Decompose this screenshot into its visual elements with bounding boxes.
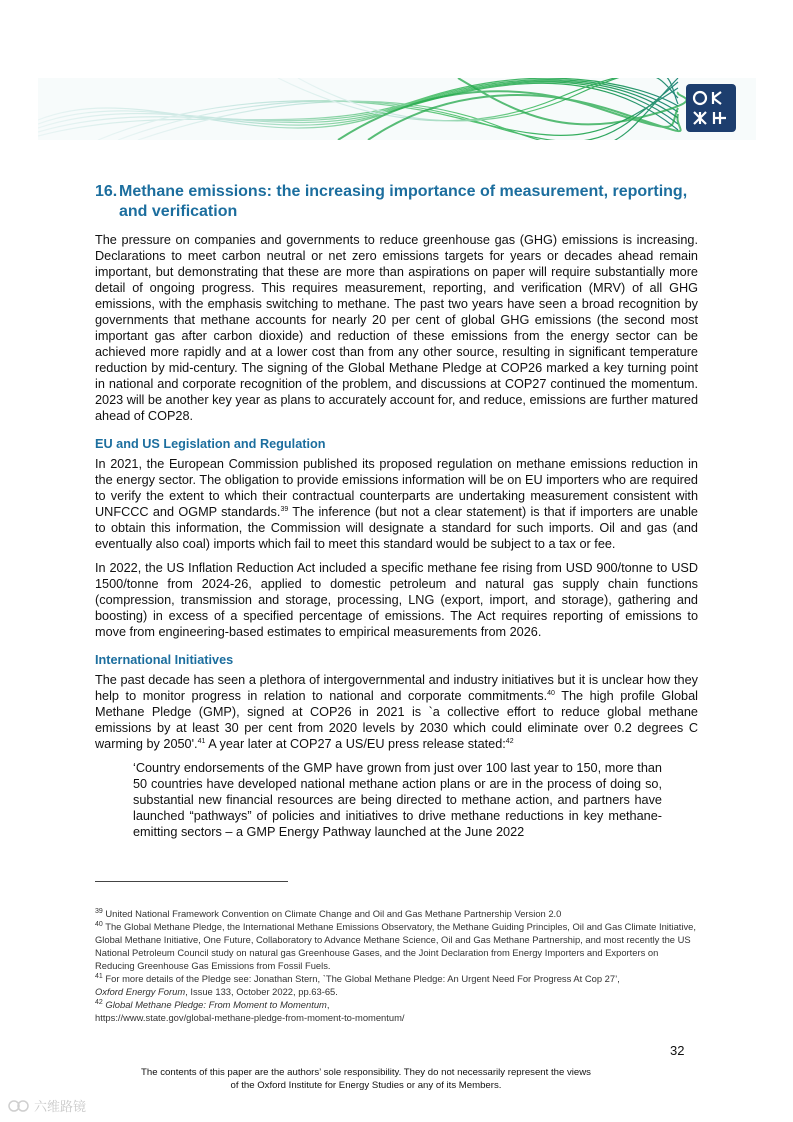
intl-heading: International Initiatives [95,653,234,667]
footnote-42 [95,998,698,1024]
oies-logo [686,84,736,132]
eu-us-paragraph-1 [95,456,698,552]
footnote-number: 39 [95,907,103,915]
footnote-number: 41 [95,972,103,980]
footnote-39 [95,907,698,920]
text-run: The inference (but not a clear statement) is that if importers are unable to obtain this information, the Commission will designate a standard for such imports. Oil and gas (and eventually also coal) imports which fail to meet this standard would be subject to a tax or fee. [95,505,698,551]
footnote-ref-39[interactable]: 39 [280,505,289,513]
eu-us-paragraph-2: In 2022, the US Inflation Reduction Act included a specific methane fee rising from USD 900/tonne to USD 1500/tonne from 2024-26, applied to domestic petroleum and natural gas supply chain functions (compression, transmission and storage, processing, LNG (export, import, and storage), gathering and boosting) in excess of a specified percentage of emissions. The Act requires reporting of emissions to move from engineering-based estimates to empirical measurements from 2026. [95,561,698,639]
footnote-text: , Issue 133, October 2022, pp.63-65. [185,986,338,997]
footnote-divider [95,881,288,882]
watermark-text: 六维路镜 [34,1099,87,1114]
journal-title: Oxford Energy Forum [95,986,186,997]
source-url-link[interactable]: https://www.state.gov/global-methane-pledge-from-moment-to-momentum/ [95,1012,405,1023]
watermark-icon [8,1098,30,1114]
footnote-text: United National Framework Convention on Climate Change and Oil and Gas Methane Partnership Version 2.0 [102,908,562,919]
oies-logo-mark [686,84,736,132]
footnote-number: 42 [95,998,103,1006]
disclaimer-line-1: The contents of this paper are the authors’ sole responsibility. They do not necessarily represent the views [141,1067,591,1078]
disclaimer [100,1066,632,1092]
text-run: The high profile Global Methane Pledge (GMP), signed at COP26 in 2021 is `a collective effort to reduce global methane emissions by at least 30 per cent from 2020 levels by 2030 which could eliminate over 0.2 degrees C warming by 2050'. [95,689,698,751]
main-content [95,182,698,840]
footnote-text: The Global Methane Pledge, the International Methane Emissions Observatory, the Methane Guiding Principles, Oil and Gas Climate Initiative, Global Methane Initiative, One Future, Collaboratory to Advance Methane Science, Oil and Gas Methane Partnership, and most recently the US National Petroleum Council study on natural gas Greenhouse Gases, and the Joint Declaration from Energy Importers and Exporters on Reducing Greenhouse Gas Emissions from Fossil Fuels. [95,921,696,971]
intro-paragraph: The pressure on companies and governments to reduce greenhouse gas (GHG) emissions is increasing. Declarations to meet carbon neutral or net zero emissions targets for years or decades ahead remain important, but demonstrating that these are more than aspirations on paper will require substantially more detail of ongoing progress. This requires measurement, reporting, and verification (MRV) of all GHG emissions, with the emphasis switching to methane. The past two years have seen a broad recognition by governments that methane accounts for nearly 20 per cent of global GHG emissions (the second most important gas after carbon dioxide) and reduction of these emissions from the energy sector can be achieved more rapidly and at a lower cost than from any other source, resulting in significant temperature reduction by mid-century. The signing of the Global Methane Pledge at COP26 marked a key turning point in national and corporate recognition of the problem, and discussions at COP27 continued the momentum. 2023 will be another key year as plans to accurately account for, and reduce, emissions are further matured ahead of COP28. [95,233,698,423]
header-banner [38,78,756,140]
section-number: 16. [95,183,118,200]
footnote-ref-40[interactable]: 40 [547,689,555,697]
footnote-41 [95,972,698,998]
footnote-40 [95,920,698,972]
footnote-text: , [326,999,330,1010]
footnote-ref-41[interactable]: 41 [197,737,206,745]
footnote-text: For more details of the Pledge see: Jonathan Stern, `The Global Methane Pledge: An Urgent Need For Progress At Cop 27’, [102,973,620,984]
press-release-quote: ‘Country endorsements of the GMP have grown from just over 100 last year to 150, more than 50 countries have developed national methane action plans or are in the process of doing so, substantial new financial resources are being directed to methane action, and partners have launched “pathways” of policies and initiatives to drive methane reductions in key methane-emitting sectors – a GMP Energy Pathway launched at the June 2022 [133,761,662,839]
footnote-number: 40 [95,920,103,928]
footnotes [95,907,698,1024]
source-title: Global Methane Pledge: From Moment to Momentum [102,999,327,1010]
intl-paragraph [95,672,698,752]
page-number: 32 [670,1043,685,1058]
eu-us-heading: EU and US Legislation and Regulation [95,437,326,451]
text-run: The past decade has seen a plethora of intergovernmental and industry initiatives but it is unclear how they help to monitor progress in relation to national and corporate commitments. [95,673,698,703]
section-title-text: Methane emissions: the increasing importance of measurement, reporting, and verification [119,183,688,220]
text-run: A year later at COP27 a US/EU press release stated: [205,737,506,751]
text-run: In 2021, the European Commission published its proposed regulation on methane emissions reduction in the energy sector. The obligation to provide emissions information will be on EU importers who are required to verify the extent to which their contractual counterparts are undertaking measurement consistent with UNFCCC and OGMP standards. [95,457,698,519]
watermark [8,1096,86,1115]
section-title [95,182,698,222]
disclaimer-line-2: of the Oxford Institute for Energy Studies or any of its Members. [230,1080,502,1091]
footnote-ref-42[interactable]: 42 [505,737,514,745]
